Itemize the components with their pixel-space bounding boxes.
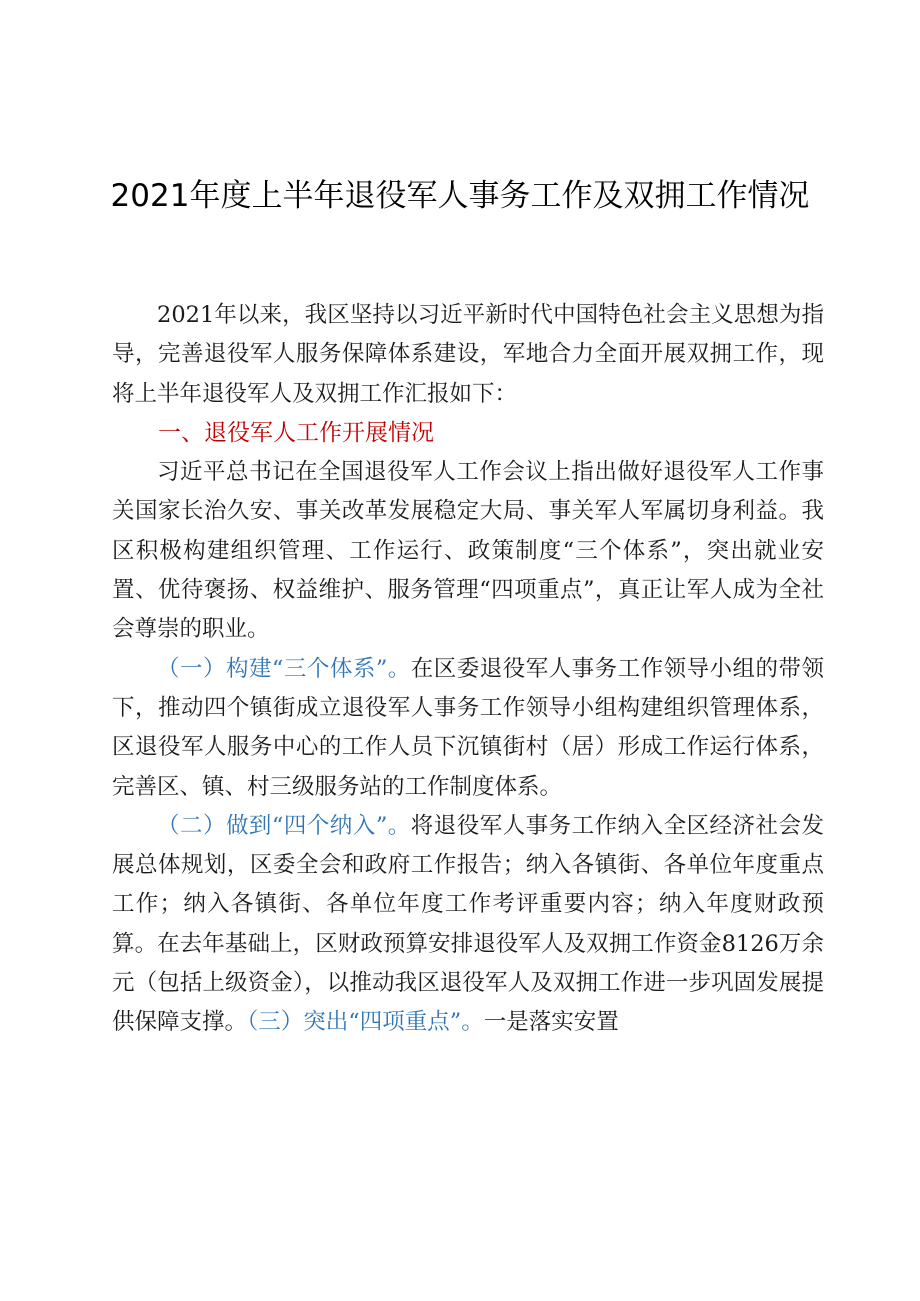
item-text-2: 将退役军人事务工作纳入全区经济社会发展总体规划，区委全会和政府工作报告；纳入各镇街、各单位年度重点工作；纳入各镇街、各单位年度工作考评重要内容；纳入年度财政预算。在去年基础上，区财政预算安排退役军人及双拥工作资金8126万余元（包括上级资金），以推动我区退役军人及双拥工作进一步巩固发展提供保障支撑。 <box>112 812 824 1036</box>
item-text-1: 在区委退役军人事务工作领导小组的带领下，推动四个镇街成立退役军人事务工作领导小组构建组织管理体系，区退役军人服务中心的工作人员下沉镇街村（居）形成工作运行体系，完善区、镇、村三级服务站的工作制度体系。 <box>112 655 824 800</box>
item-heading-2: （二）做到“四个纳入”。 <box>157 812 411 839</box>
item-paragraph-1 <box>112 650 824 807</box>
document-title: 2021年度上半年退役军人事务工作及双拥工作情况 <box>110 178 810 214</box>
item-heading-1: （一）构建“三个体系”。 <box>157 655 411 682</box>
section-paragraph: 习近平总书记在全国退役军人工作会议上指出做好退役军人工作事关国家长治久安、事关改革发展稳定大局、事关军人军属切身利益。我区积极构建组织管理、工作运行、政策制度“三个体系”，突出就业安置、优待褒扬、权益维护、服务管理“四项重点”，真正让军人成为全社会尊崇的职业。 <box>112 459 824 643</box>
item-heading-3: （三）突出“四项重点”。 <box>247 1009 484 1036</box>
item-text-3: 一是落实安置 <box>483 1009 619 1036</box>
intro-paragraph: 2021年以来，我区坚持以习近平新时代中国特色社会主义思想为指导，完善退役军人服务保障体系建设，军地合力全面开展双拥工作，现将上半年退役军人及双拥工作汇报如下： <box>112 302 824 407</box>
section-heading: 一、退役军人工作开展情况 <box>158 419 434 446</box>
document-body <box>112 296 824 1043</box>
item-paragraph-2 <box>112 807 824 1043</box>
